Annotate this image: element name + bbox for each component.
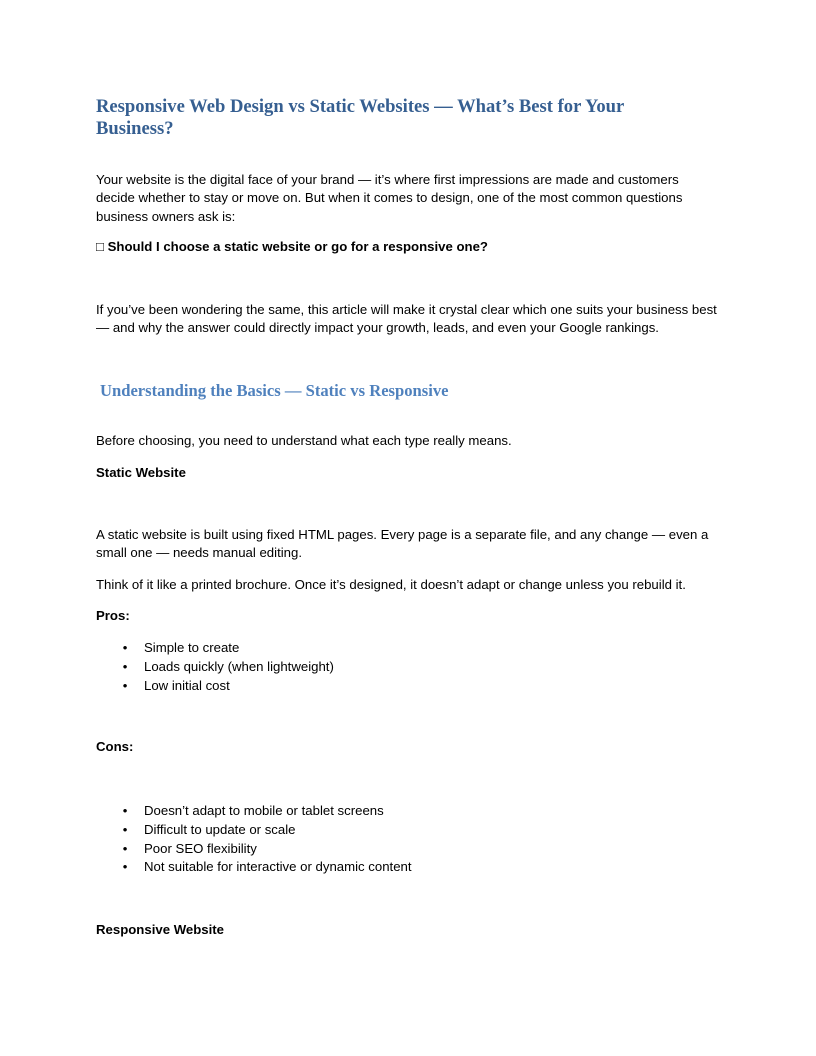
responsive-website-heading: Responsive Website [96,922,225,937]
document-page [96,0,720,1056]
bullet-icon: • [122,803,128,818]
bullet-icon: • [122,640,128,655]
static-website-description: A static website is built using fixed HTML pages. Every page is a separate file, and any change — even a small one — needs manual editing. [96,527,709,561]
question-text: Should I choose a static website or go for a responsive one? [107,239,488,254]
bullet-icon: • [122,677,128,693]
static-website-heading: Static Website [96,465,186,480]
section-heading: Understanding the Basics — Static vs Responsive [100,381,449,400]
list-item: • Difficult to update or scale [96,821,412,840]
before-choosing-text: Before choosing, you need to understand what each type really means. [96,433,512,448]
list-item: • Not suitable for interactive or dynamic content [96,858,412,877]
bullet-icon: • [122,658,128,674]
list-item: • Poor SEO flexibility [96,840,412,859]
pros-list [96,639,334,695]
pros-label: Pros: [96,608,130,623]
paragraph-2: If you’ve been wondering the same, this article will make it crystal clear which one suits your business best — and why the answer could directly impact your growth, leads, and even your Google rankings. [96,302,717,336]
bullet-icon: • [122,859,128,875]
list-item: • Low initial cost [96,677,334,696]
brochure-text: Think of it like a printed brochure. Once it’s designed, it doesn’t adapt or change unless you rebuild it. [96,577,686,592]
question-line [96,238,720,256]
list-item: • Simple to create [96,639,334,658]
list-item: • Loads quickly (when lightweight) [96,658,334,677]
intro-paragraph: Your website is the digital face of your brand — it’s where first impressions are made and customers decide whether to stay or move on. But when it comes to design, one of the most common questions business owners ask is: [96,172,683,224]
cons-label: Cons: [96,739,134,754]
question-icon: □ [96,239,104,254]
cons-list [96,802,412,877]
bullet-icon: • [122,840,128,856]
document-title: Responsive Web Design vs Static Websites — What’s Best for Your Business? [96,96,624,139]
bullet-icon: • [122,821,128,837]
list-item: • Doesn’t adapt to mobile or tablet screens [96,802,412,821]
